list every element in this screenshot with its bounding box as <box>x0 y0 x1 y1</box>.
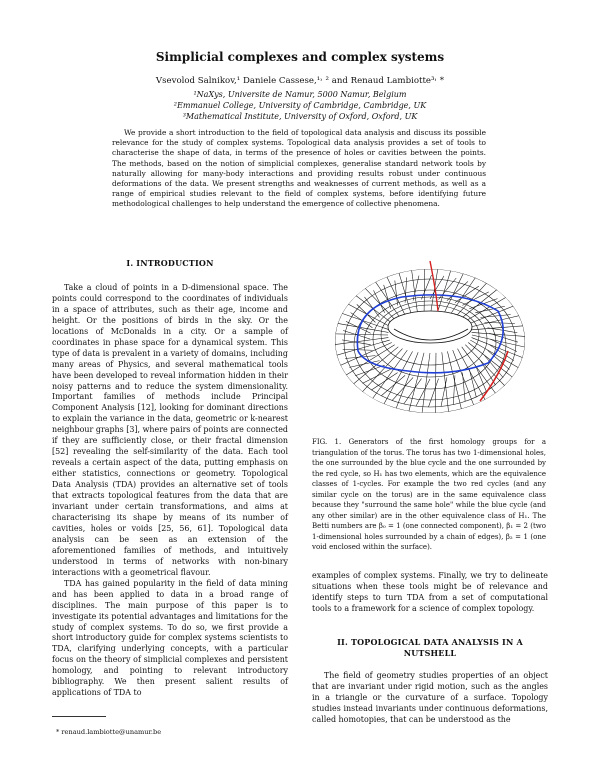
torus-mesh-illustration <box>312 251 548 431</box>
mesh-edge <box>381 375 405 396</box>
mesh-edge <box>411 263 419 318</box>
section-2-paragraph: The field of geometry studies properties of an object that are invariant under rigid motion, such as the angles in a triangle or the curvature of a surface. Topology studies instead invariants under continuous deformations, called homotopies, that can be understood as the <box>312 670 548 724</box>
mesh-edge <box>453 350 477 412</box>
mesh-edge <box>330 338 388 346</box>
right-column <box>312 571 548 726</box>
torus-hole <box>388 311 472 343</box>
mesh-edge <box>447 272 479 319</box>
section-2-heading: II. TOPOLOGICAL DATA ANALYSIS IN A NUTSHELL <box>337 636 523 658</box>
mesh-edge <box>441 377 447 406</box>
mesh-edge <box>397 266 413 319</box>
figure-caption: FIG. 1. Generators of the first homology groups for a triangulation of the torus. The torus has two 1-dimensional holes, the one surrounded by the blue cycle and the one surrounded by the red cycle, so H₁ has two elements, which are the equivalence classes of 1-cycles. For example the two red cycles (and any similar cycle on the torus) are in the same equivalence class because they "surround the same hole" while the blue cycle (and any other similar) are in the other equivalence class of H₁. The Betti numbers are β₀ = 1 (one connected component), β₁ = 2 (two 1-dimensional holes surrounded by a chain of edges), β₂ = 1 (one void enclosed within the surface). <box>312 438 546 551</box>
footnote-email: * renaud.lambiotte@unamur.be <box>56 728 162 736</box>
mesh-edge <box>372 276 403 321</box>
mesh-edge <box>470 325 528 329</box>
affiliation-1: ¹NaXys, Universite de Namur, 5000 Namur, Belgium <box>193 90 407 99</box>
mesh-edge <box>384 270 408 320</box>
footnote-rule <box>52 716 106 717</box>
mesh-edge <box>472 332 530 336</box>
mesh-edge <box>490 339 517 352</box>
mesh-edge <box>442 352 450 419</box>
mesh-edge <box>424 261 425 317</box>
mesh-edge <box>407 353 424 419</box>
abstract: We provide a short introduction to the field of topological data analysis and discuss its possible relevance for the study of complex systems. Topological data analysis provides a set of tools to characterise the shape of data, in terms of the presence of holes or cavities between the points. The methods, based on the notion of simplicial complexes, generalise standard network tools by naturally allowing for many-body interactions and providing results robust under continuous deformations of the data. We present strengths and weaknesses of current methods, as well as a range of empirical studies relevant to the field of complex systems, before identifying future methodological challenges to help understand the emergence of collective phenomena. <box>112 128 486 209</box>
mesh-edge <box>421 353 430 421</box>
left-column <box>52 258 288 699</box>
mesh-edge <box>330 334 388 335</box>
mesh-edge <box>442 267 467 318</box>
intro-paragraph-1: Take a cloud of points in a D-dimensional space. The points could correspond to the coordinates of individuals in a space of attributes, such as their age, income and height. Or the positions of birds in the sky. Or the locations of McDonalds in a city. Or a sample of coordinates in phase space for a dynamical system. This type of data is prevalent in a variety of domains, including many areas of Physics, and several mathematical tools have been developed to reveal information hidden in their noisy patterns and to reduce the system dimensionality. Important families of methods include Principal Component Analysis [12], looking for dominant directions to explain the variance in the data, geometric or k-nearest neighbour graphs [3], where pairs of points are connected if they are sufficiently close, or their fractal dimension [52] revealing the self-similarity of the data. Each tool reveals a certain aspect of the data, putting emphasis on either statistics, connections or geometry. Topological Data Analysis (TDA) provides an alternative set of tools that extracts topological features from the data that are invariant under certain transformations, and aims at characterising its shape by means of its number of cavities, holes or voids [25, 56, 61]. Topological data analysis can be seen as an extension of the aforementioned families of methods, and intuitively understood in terms of networks with non-binary interactions with a geometrical flavour. <box>52 282 288 577</box>
author-list: Vsevolod Salnikov,¹ Daniele Cassese,¹˒ ² and Renaud Lambiotte³˒ * <box>155 76 445 86</box>
paper-title: Simplicial complexes and complex systems <box>155 50 445 64</box>
section-1-heading: I. INTRODUCTION <box>126 258 214 268</box>
torus-figure <box>312 251 548 431</box>
mesh-edge <box>472 338 528 360</box>
red-cycle-back <box>430 261 438 311</box>
mesh-edge <box>345 356 375 359</box>
affiliation-2: ²Emmanuel College, University of Cambridge, Cambridge, UK <box>173 101 427 110</box>
affiliation-3: ³Mathematical Institute, University of Oxford, Oxford, UK <box>182 112 418 121</box>
mesh-edge <box>392 377 413 400</box>
mesh-edge <box>428 379 438 407</box>
mesh-edge <box>462 373 465 402</box>
mesh-edge <box>469 369 476 397</box>
intro-paragraph-2: TDA has gained popularity in the field of data mining and has been applied to data in a broad range of disciplines. The main purpose of this paper is to investigate its potential advantages and limitations for the study of complex systems. To do so, we first provide a short introductory guide for complex systems scientists to TDA, clarifying underlying concepts, with a particular focus on the theory of simplicial complexes and persistent homology, and pointing to relevant introductory bibliography. We then present salient results of applications of TDA to <box>52 578 288 698</box>
right-column-continuation: examples of complex systems. Finally, we try to delineate situations when these tools might be of relevance and identify steps to turn TDA from a set of computational tools to a framework for a science of complex topology. <box>312 571 548 613</box>
